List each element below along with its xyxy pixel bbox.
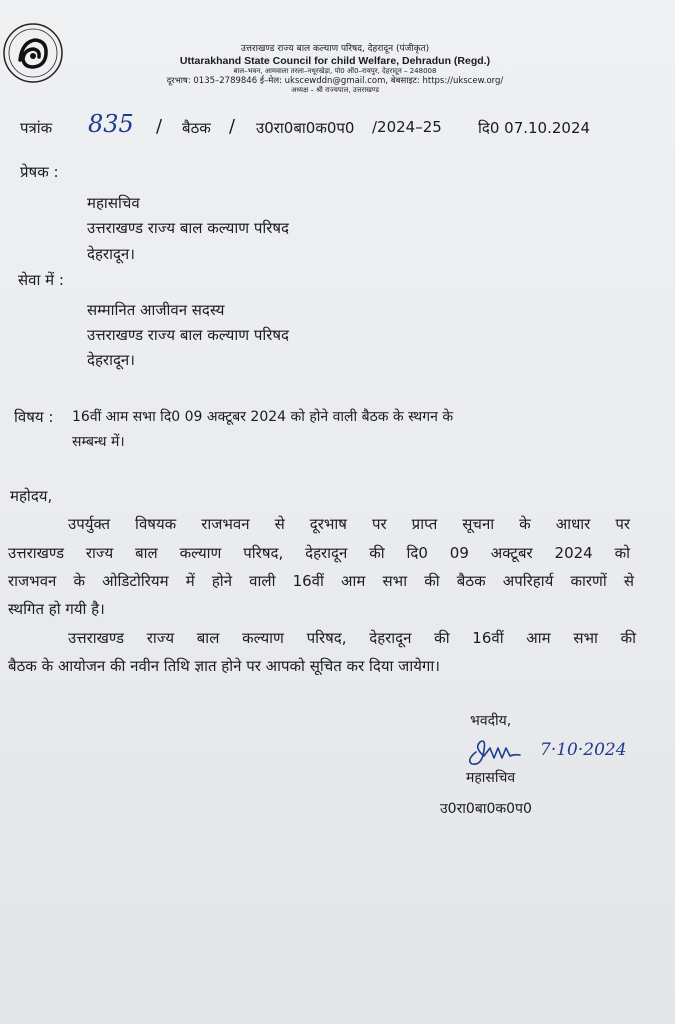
salutation: महोदय, [10, 487, 53, 505]
subject-line: 16वीं आम सभा दि0 09 अक्टूबर 2024 को होने वाली बैठक के स्थगन के [72, 409, 454, 425]
sender-label: प्रेषक : [20, 163, 59, 181]
council-name-hindi: उत्तराखण्ड राज्य बाल कल्याण परिषद, देहरादून (पंजीकृत) [240, 44, 430, 54]
paragraph-line: उत्तराखण्ड राज्य बाल कल्याण परिषद, देहरादून की दि0 09 अक्टूबर 2024 को [8, 544, 630, 562]
reference-section: बैठक [182, 119, 211, 137]
reference-number: 835 [88, 110, 134, 138]
council-logo-icon [2, 22, 64, 84]
sender-line: उत्तराखण्ड राज्य बाल कल्याण परिषद [87, 219, 289, 237]
signature-icon [462, 730, 542, 770]
council-name-english: Uttarakhand State Council for child Welfare, Dehradun (Regd.) [179, 54, 491, 67]
paragraph-line: उपर्युक्त विषयक राजभवन से दूरभाष पर प्राप्त सूचना के आधार पर [68, 515, 630, 533]
signatory-office: उ0रा0बा0क0प0 [440, 801, 532, 817]
recipient-label: सेवा में : [18, 271, 64, 289]
reference-label: पत्रांक [20, 119, 53, 137]
recipient-line: देहरादून। [87, 351, 135, 369]
reference-separator: / [229, 116, 236, 137]
paragraph-line: स्थगित हो गयी है। [8, 600, 105, 618]
reference-date: दि0 07.10.2024 [478, 119, 591, 137]
letterhead [115, 44, 555, 94]
sender-line: महासचिव [87, 194, 140, 212]
designation: महासचिव [466, 770, 516, 786]
paragraph-line: बैठक के आयोजन की नवीन तिथि ज्ञात होने पर आपको सूचित कर दिया जायेगा। [8, 657, 440, 675]
signature-date: 7·10·2024 [540, 740, 627, 760]
paragraph-line: उत्तराखण्ड राज्य बाल कल्याण परिषद, देहरादून की 16वीं आम सभा की [68, 629, 636, 647]
council-patron: अध्यक्ष – श्री राज्यपाल, उत्तराखण्ड [291, 85, 379, 94]
valediction: भवदीय, [470, 713, 512, 729]
recipient-line: उत्तराखण्ड राज्य बाल कल्याण परिषद [87, 326, 289, 344]
council-contact: दूरभाष: 0135–2789846 ई–मेल: ukscewddn@gmail.com, बेबसाइट: https://ukscew.org/ [166, 75, 504, 86]
subject-line: सम्बन्ध में। [72, 434, 125, 450]
reference-office: उ0रा0बा0क0प0 [256, 119, 355, 137]
sender-line: देहरादून। [87, 245, 135, 263]
paragraph-line: राजभवन के ओडिटोरियम में होने वाली 16वीं आम सभा की बैठक अपरिहार्य कारणों से [8, 572, 634, 590]
reference-year: /2024–25 [372, 118, 442, 136]
council-address: बाल–भवन, आमवाला तरला–नथूरखेड़ा, पो0 ऑ0–रायपुर, देहरादून – 248008 [233, 67, 437, 76]
subject-label: विषय : [14, 408, 54, 426]
recipient-line: सम्मानित आजीवन सदस्य [87, 301, 225, 319]
reference-separator: / [156, 116, 163, 137]
